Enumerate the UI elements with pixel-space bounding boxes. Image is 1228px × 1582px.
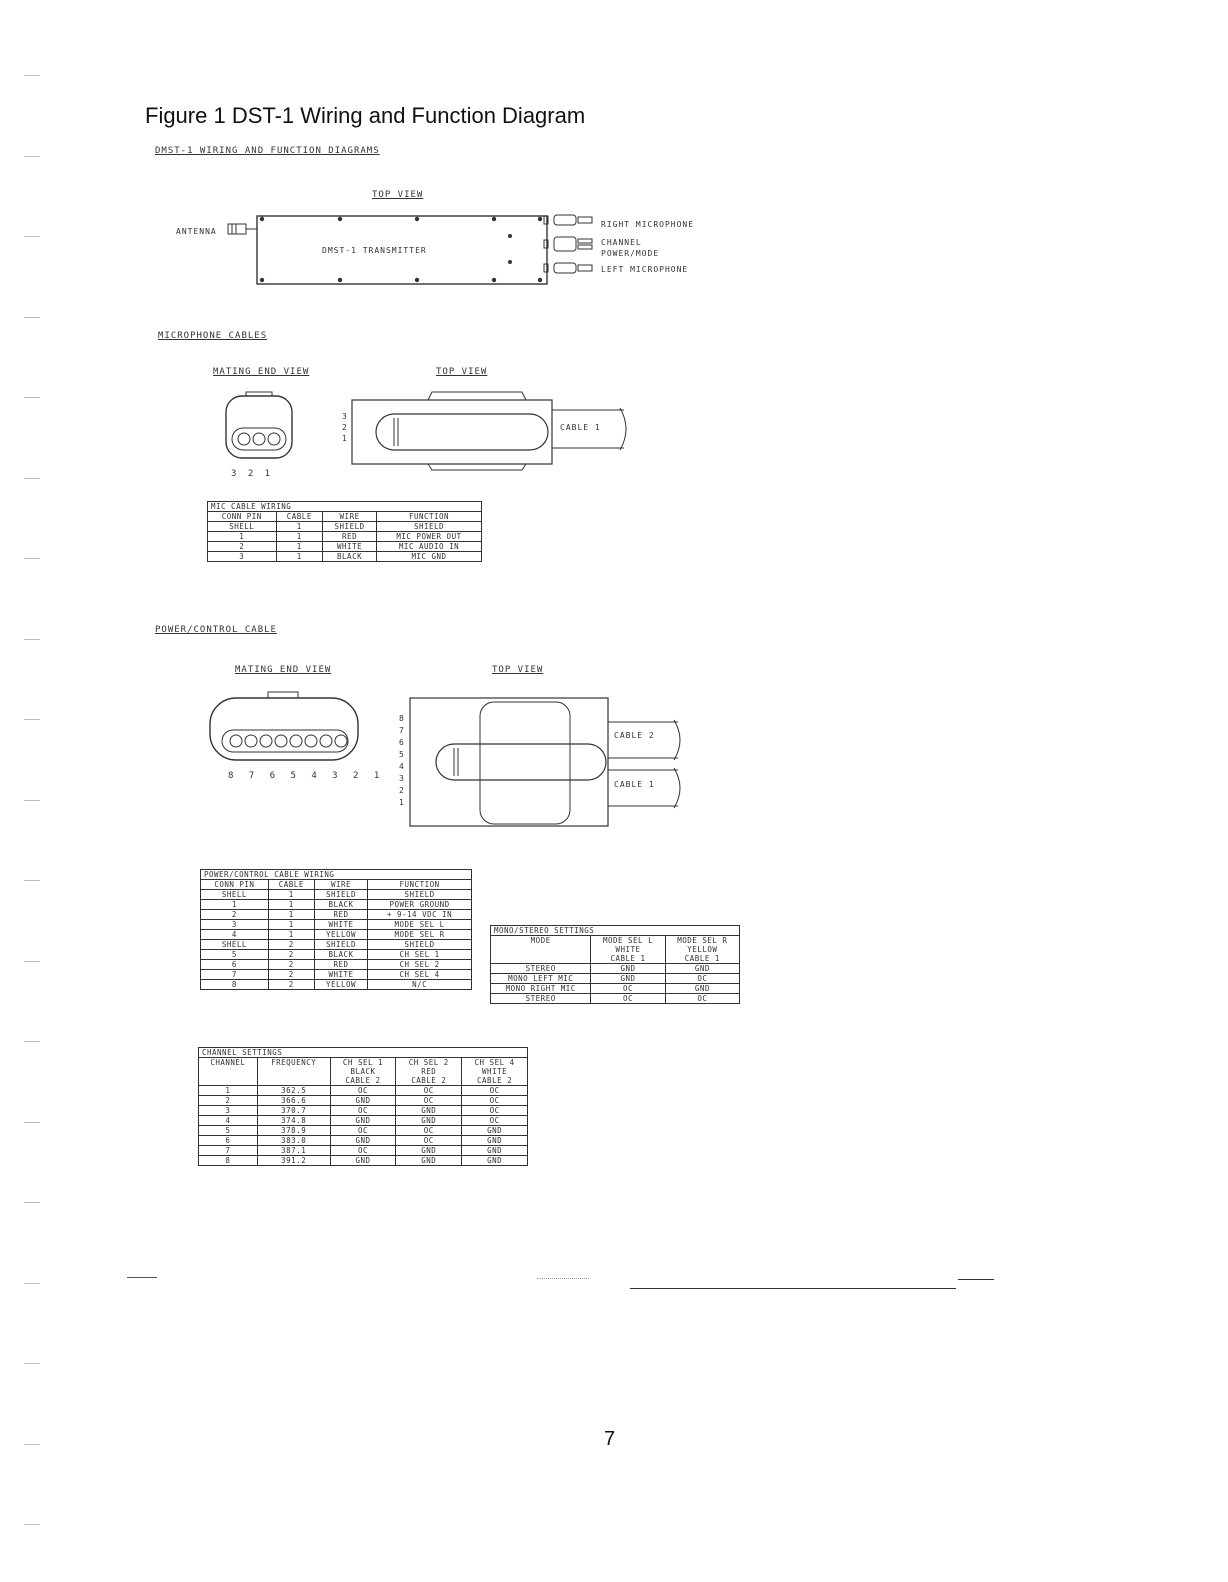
margin-tick — [24, 156, 40, 157]
table-cell: MIC POWER OUT — [377, 532, 482, 542]
power-cable-1-label: CABLE 1 — [614, 780, 655, 789]
table-cell: OC — [396, 1136, 462, 1146]
table-row — [208, 532, 482, 542]
table-cell: RED — [314, 910, 367, 920]
column-header: FUNCTION — [368, 880, 472, 890]
table-cell: OC — [396, 1126, 462, 1136]
transmitter-top-view-label: TOP VIEW — [372, 190, 424, 200]
margin-tick — [24, 1041, 40, 1042]
table-cell: 5 — [201, 950, 269, 960]
table-cell: 2 — [208, 542, 277, 552]
table-cell: 1 — [199, 1086, 258, 1096]
table-cell: 378.9 — [257, 1126, 330, 1136]
mic-side-pin-1: 1 — [342, 434, 348, 443]
table-cell: 5 — [199, 1126, 258, 1136]
column-header: CHANNEL — [199, 1058, 258, 1086]
table-cell: GND — [462, 1126, 528, 1136]
margin-tick — [24, 397, 40, 398]
channel-label: CHANNEL — [601, 238, 642, 247]
margin-tick — [24, 1444, 40, 1445]
channel-settings-table — [198, 1047, 528, 1166]
table-row — [491, 994, 740, 1004]
table-row — [199, 1086, 528, 1096]
table-cell: YELLOW — [314, 930, 367, 940]
table-cell: WHITE — [314, 920, 367, 930]
power-side-pin-5: 5 — [399, 750, 405, 759]
channel-table-caption: CHANNEL SETTINGS — [199, 1048, 528, 1058]
column-header: CH SEL 4 WHITE CABLE 2 — [462, 1058, 528, 1086]
table-row — [201, 890, 472, 900]
column-header: WIRE — [314, 880, 367, 890]
table-row — [201, 980, 472, 990]
table-cell: GND — [665, 984, 739, 994]
power-side-pin-6: 6 — [399, 738, 405, 747]
table-cell: SHIELD — [368, 940, 472, 950]
table-cell: 1 — [268, 920, 314, 930]
table-cell: OC — [462, 1096, 528, 1106]
table-row — [199, 1116, 528, 1126]
table-cell: 3 — [201, 920, 269, 930]
table-cell: OC — [330, 1086, 396, 1096]
table-cell: 1 — [276, 522, 323, 532]
power-cable-wiring-table — [200, 869, 472, 990]
mic-side-pin-2: 2 — [342, 423, 348, 432]
column-header: CABLE — [268, 880, 314, 890]
table-cell: 2 — [268, 980, 314, 990]
table-cell: 1 — [268, 900, 314, 910]
table-cell: 2 — [268, 940, 314, 950]
table-cell: 4 — [199, 1116, 258, 1126]
column-header: MODE SEL L WHITE CABLE 1 — [591, 936, 665, 964]
microphone-cables-heading: MICROPHONE CABLES — [158, 331, 268, 341]
table-row — [201, 910, 472, 920]
transmitter-connectors — [540, 212, 600, 278]
table-cell: 1 — [268, 930, 314, 940]
table-cell: 1 — [276, 552, 323, 562]
table-row — [199, 1156, 528, 1166]
margin-tick — [24, 1524, 40, 1525]
table-cell: 2 — [268, 960, 314, 970]
table-cell: SHELL — [201, 940, 269, 950]
mic-cable-wiring-table — [207, 501, 482, 562]
table-cell: 2 — [268, 970, 314, 980]
mic-mating-end-view-label: MATING END VIEW — [213, 367, 310, 377]
column-header: CONN PIN — [201, 880, 269, 890]
table-cell: 1 — [276, 532, 323, 542]
column-header: FUNCTION — [377, 512, 482, 522]
margin-tick — [24, 719, 40, 720]
table-cell: 1 — [208, 532, 277, 542]
table-cell: CH SEL 4 — [368, 970, 472, 980]
table-cell: 366.6 — [257, 1096, 330, 1106]
table-row — [199, 1096, 528, 1106]
table-cell: + 9-14 VDC IN — [368, 910, 472, 920]
power-cable-2-label: CABLE 2 — [614, 731, 655, 740]
table-cell: SHIELD — [314, 940, 367, 950]
page-number: 7 — [604, 1428, 616, 1450]
table-row — [199, 1146, 528, 1156]
table-header-row — [208, 512, 482, 522]
power-side-pin-4: 4 — [399, 762, 405, 771]
column-header: FREQUENCY — [257, 1058, 330, 1086]
table-cell: GND — [396, 1156, 462, 1166]
margin-tick — [24, 478, 40, 479]
table-cell: 1 — [268, 910, 314, 920]
table-cell: CH SEL 2 — [368, 960, 472, 970]
table-cell: OC — [330, 1106, 396, 1116]
table-cell: OC — [396, 1096, 462, 1106]
table-cell: 370.7 — [257, 1106, 330, 1116]
table-cell: STEREO — [491, 994, 591, 1004]
table-row — [201, 970, 472, 980]
table-cell: OC — [591, 984, 665, 994]
table-cell: MODE SEL L — [368, 920, 472, 930]
margin-tick — [24, 75, 40, 76]
table-cell: MONO RIGHT MIC — [491, 984, 591, 994]
table-cell: BLACK — [314, 900, 367, 910]
mic-pin-numbers: 3 2 1 — [231, 469, 274, 479]
table-cell: MIC GND — [377, 552, 482, 562]
table-cell: GND — [396, 1146, 462, 1156]
table-cell: SHIELD — [323, 522, 377, 532]
table-cell: 4 — [201, 930, 269, 940]
margin-tick — [24, 639, 40, 640]
mode-table-caption: MONO/STEREO SETTINGS — [491, 926, 740, 936]
column-header: CH SEL 1 BLACK CABLE 2 — [330, 1058, 396, 1086]
table-cell: GND — [396, 1116, 462, 1126]
table-cell: OC — [462, 1106, 528, 1116]
table-cell: 362.5 — [257, 1086, 330, 1096]
table-cell: CH SEL 1 — [368, 950, 472, 960]
scan-rule-long — [630, 1288, 956, 1289]
table-cell: 2 — [199, 1096, 258, 1106]
margin-tick — [24, 1363, 40, 1364]
power-top-view — [410, 698, 690, 828]
column-header: MODE — [491, 936, 591, 964]
table-row — [201, 960, 472, 970]
table-row — [491, 974, 740, 984]
mic-mating-end-view — [222, 386, 302, 466]
power-top-view-label: TOP VIEW — [492, 665, 544, 675]
table-cell: GND — [330, 1136, 396, 1146]
power-side-pin-7: 7 — [399, 726, 405, 735]
table-row — [491, 964, 740, 974]
table-cell: 2 — [201, 910, 269, 920]
margin-tick — [24, 1122, 40, 1123]
table-cell: SHIELD — [368, 890, 472, 900]
table-cell: GND — [462, 1156, 528, 1166]
table-cell: GND — [330, 1156, 396, 1166]
table-cell: 7 — [199, 1146, 258, 1156]
transmitter-label: DMST-1 TRANSMITTER — [322, 246, 427, 255]
table-row — [199, 1106, 528, 1116]
table-cell: OC — [665, 974, 739, 984]
table-cell: 6 — [201, 960, 269, 970]
table-cell: OC — [591, 994, 665, 1004]
table-cell: MIC AUDIO IN — [377, 542, 482, 552]
power-side-pin-2: 2 — [399, 786, 405, 795]
power-mating-end-view — [206, 688, 366, 768]
antenna-label: ANTENNA — [176, 227, 217, 236]
scan-rule-middle — [537, 1278, 589, 1279]
table-cell: OC — [665, 994, 739, 1004]
margin-tick — [24, 1202, 40, 1203]
margin-tick — [24, 558, 40, 559]
table-cell: WHITE — [314, 970, 367, 980]
table-row — [208, 522, 482, 532]
table-cell: 387.1 — [257, 1146, 330, 1156]
table-cell: 1 — [276, 542, 323, 552]
scan-rule-left — [127, 1277, 157, 1278]
margin-tick — [24, 317, 40, 318]
mic-table-caption: MIC CABLE WIRING — [208, 502, 482, 512]
table-cell: 6 — [199, 1136, 258, 1146]
table-row — [201, 900, 472, 910]
table-cell: MONO LEFT MIC — [491, 974, 591, 984]
table-cell: GND — [396, 1106, 462, 1116]
table-cell: OC — [330, 1146, 396, 1156]
power-side-pin-8: 8 — [399, 714, 405, 723]
table-cell: 391.2 — [257, 1156, 330, 1166]
table-header-row — [201, 880, 472, 890]
figure-title: Figure 1 DST-1 Wiring and Function Diagram — [145, 103, 586, 128]
table-cell: 383.0 — [257, 1136, 330, 1146]
table-row — [199, 1126, 528, 1136]
table-cell: GND — [591, 974, 665, 984]
table-row — [491, 984, 740, 994]
table-cell: 374.8 — [257, 1116, 330, 1126]
table-cell: BLACK — [314, 950, 367, 960]
table-cell: STEREO — [491, 964, 591, 974]
mic-cable-1-label: CABLE 1 — [560, 423, 601, 432]
table-header-row — [199, 1058, 528, 1086]
power-side-pin-3: 3 — [399, 774, 405, 783]
table-cell: 7 — [201, 970, 269, 980]
table-row — [201, 940, 472, 950]
table-cell: SHIELD — [377, 522, 482, 532]
table-cell: SHELL — [208, 522, 277, 532]
table-cell: N/C — [368, 980, 472, 990]
power-mating-end-view-label: MATING END VIEW — [235, 665, 332, 675]
table-cell: 2 — [268, 950, 314, 960]
table-row — [208, 542, 482, 552]
table-cell: RED — [314, 960, 367, 970]
table-cell: OC — [462, 1116, 528, 1126]
margin-tick — [24, 961, 40, 962]
table-cell: OC — [396, 1086, 462, 1096]
power-control-cable-heading: POWER/CONTROL CABLE — [155, 625, 277, 635]
table-cell: 8 — [201, 980, 269, 990]
power-side-pin-1: 1 — [399, 798, 405, 807]
column-header: CABLE — [276, 512, 323, 522]
power-table-caption: POWER/CONTROL CABLE WIRING — [201, 870, 472, 880]
table-cell: 1 — [268, 890, 314, 900]
right-microphone-label: RIGHT MICROPHONE — [601, 220, 695, 229]
table-cell: SHIELD — [314, 890, 367, 900]
table-cell: GND — [330, 1096, 396, 1106]
table-row — [199, 1136, 528, 1146]
table-cell: 1 — [201, 900, 269, 910]
scan-rule-right — [958, 1279, 994, 1280]
mic-side-pin-3: 3 — [342, 412, 348, 421]
margin-tick — [24, 1283, 40, 1284]
table-cell: OC — [462, 1086, 528, 1096]
column-header: WIRE — [323, 512, 377, 522]
mic-top-view-label: TOP VIEW — [436, 367, 488, 377]
margin-tick — [24, 880, 40, 881]
table-cell: BLACK — [323, 552, 377, 562]
table-cell: OC — [330, 1126, 396, 1136]
table-cell: POWER GROUND — [368, 900, 472, 910]
mono-stereo-settings-table — [490, 925, 740, 1004]
margin-tick — [24, 800, 40, 801]
table-row — [208, 552, 482, 562]
table-cell: SHELL — [201, 890, 269, 900]
table-cell: 3 — [199, 1106, 258, 1116]
table-cell: RED — [323, 532, 377, 542]
table-cell: GND — [330, 1116, 396, 1126]
table-cell: GND — [665, 964, 739, 974]
column-header: CH SEL 2 RED CABLE 2 — [396, 1058, 462, 1086]
table-row — [201, 920, 472, 930]
table-cell: YELLOW — [314, 980, 367, 990]
table-cell: GND — [462, 1146, 528, 1156]
table-cell: GND — [591, 964, 665, 974]
table-row — [201, 930, 472, 940]
column-header: MODE SEL R YELLOW CABLE 1 — [665, 936, 739, 964]
power-mode-label: POWER/MODE — [601, 249, 660, 258]
mic-top-view — [352, 392, 642, 472]
table-cell: GND — [462, 1136, 528, 1146]
power-pin-numbers: 8 7 6 5 4 3 2 1 — [228, 771, 385, 781]
column-header: CONN PIN — [208, 512, 277, 522]
table-cell: 3 — [208, 552, 277, 562]
table-header-row — [491, 936, 740, 964]
table-cell: WHITE — [323, 542, 377, 552]
table-row — [201, 950, 472, 960]
margin-tick — [24, 236, 40, 237]
left-microphone-label: LEFT MICROPHONE — [601, 265, 689, 274]
wiring-diagram-heading: DMST-1 WIRING AND FUNCTION DIAGRAMS — [155, 146, 380, 156]
table-cell: 8 — [199, 1156, 258, 1166]
table-cell: MODE SEL R — [368, 930, 472, 940]
